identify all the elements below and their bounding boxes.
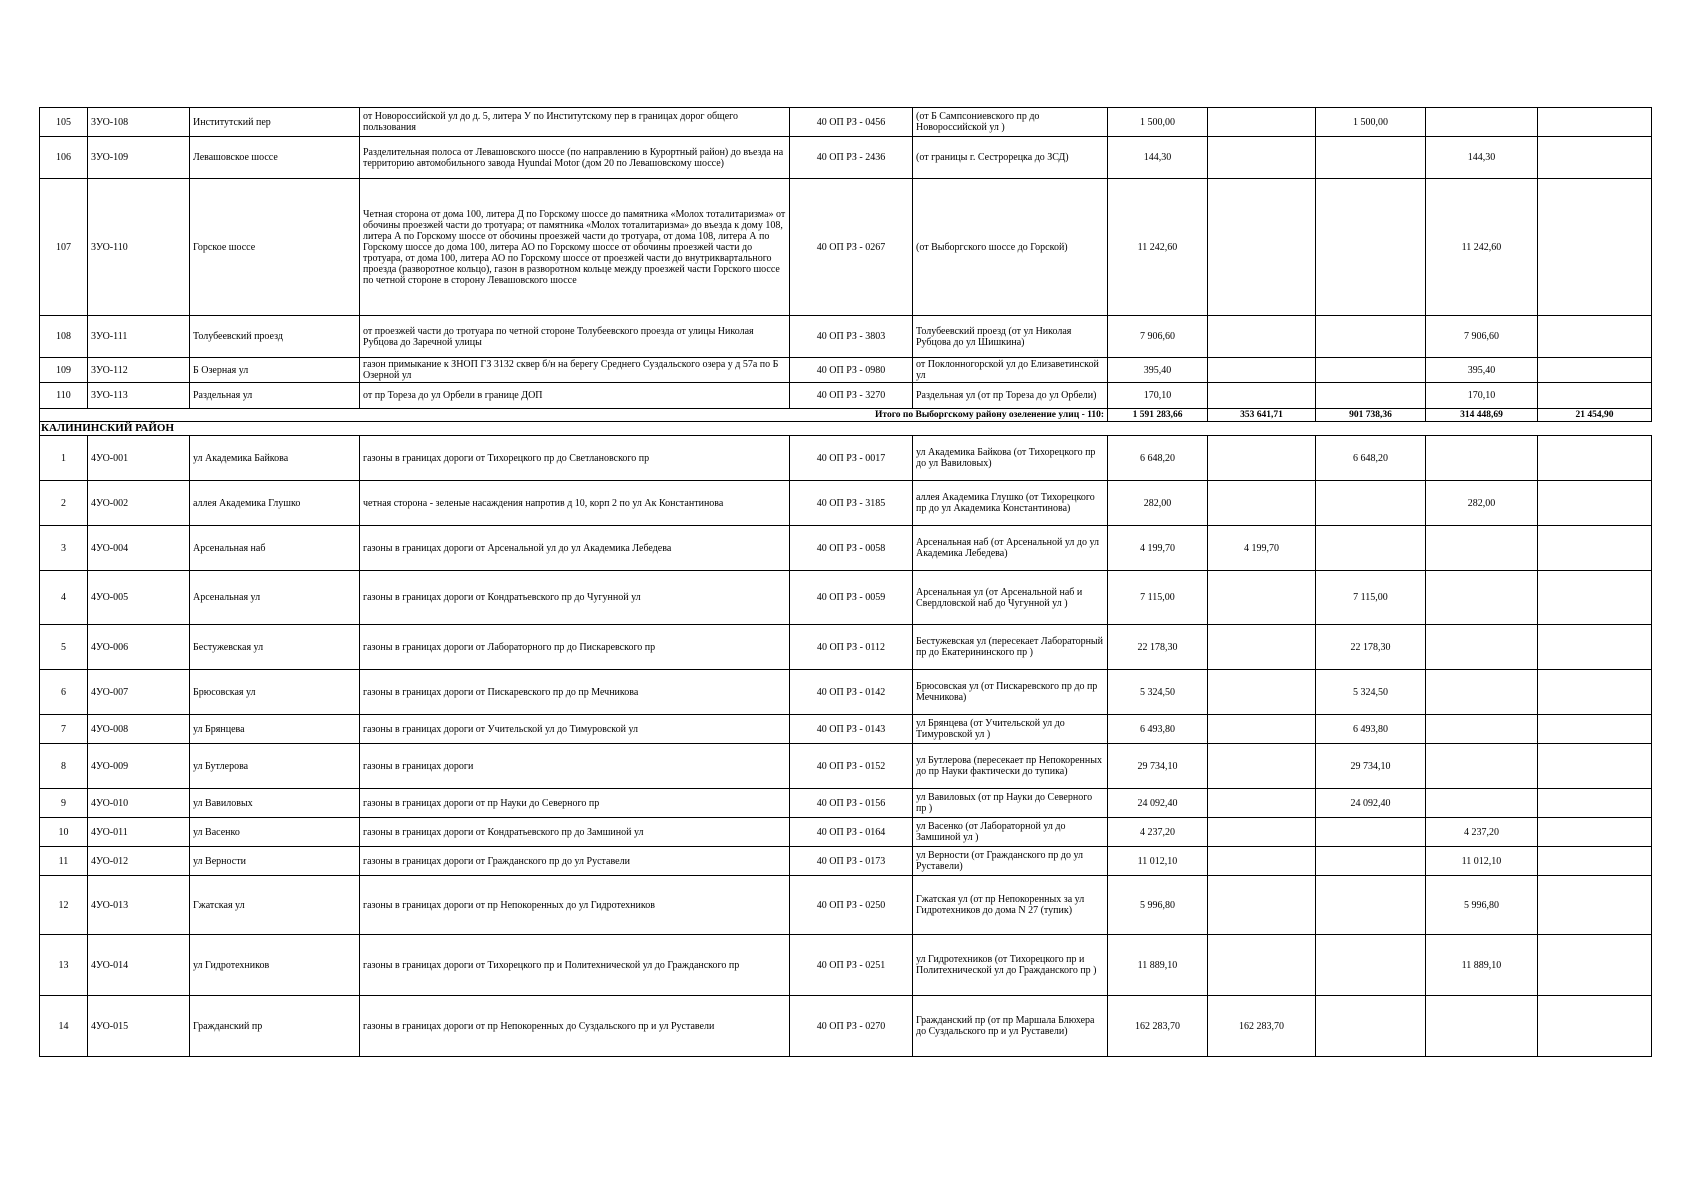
area-col-4 xyxy=(1538,847,1652,876)
row-code: 4УО-001 xyxy=(88,436,190,481)
area-col-2 xyxy=(1316,876,1426,935)
row-code: 4УО-013 xyxy=(88,876,190,935)
row-number: 12 xyxy=(40,876,88,935)
row-number: 4 xyxy=(40,571,88,625)
area-col-2 xyxy=(1316,316,1426,358)
row-number: 1 xyxy=(40,436,88,481)
road-section: ул Академика Байкова (от Тихорецкого пр до ул Вавиловых) xyxy=(913,436,1108,481)
area-col-4 xyxy=(1538,571,1652,625)
area-total: 11 012,10 xyxy=(1108,847,1208,876)
row-number: 13 xyxy=(40,935,88,996)
table-row xyxy=(40,179,1652,316)
area-total: 22 178,30 xyxy=(1108,625,1208,670)
area-col-1 xyxy=(1208,715,1316,744)
row-code: 4УО-009 xyxy=(88,744,190,789)
street-name: Горское шоссе xyxy=(190,179,360,316)
area-total: 170,10 xyxy=(1108,383,1208,409)
row-number: 11 xyxy=(40,847,88,876)
area-col-3: 395,40 xyxy=(1426,358,1538,383)
road-section: Арсенальная ул (от Арсенальной наб и Свердловской наб до Чугунной ул ) xyxy=(913,571,1108,625)
table-row xyxy=(40,847,1652,876)
row-code: 3УО-113 xyxy=(88,383,190,409)
area-col-2 xyxy=(1316,818,1426,847)
summary-c1: 353 641,71 xyxy=(1208,409,1316,422)
area-description: от проезжей части до тротуара по четной стороне Толубеевского проезда от улицы Николая Рубцова до Заречной улицы xyxy=(360,316,790,358)
area-description: от пр Тореза до ул Орбели в границе ДОП xyxy=(360,383,790,409)
district-title: КАЛИНИНСКИЙ РАЙОН xyxy=(40,422,1652,436)
area-col-2 xyxy=(1316,526,1426,571)
area-description: газоны в границах дороги xyxy=(360,744,790,789)
street-name: ул Академика Байкова xyxy=(190,436,360,481)
table-row xyxy=(40,715,1652,744)
area-col-2 xyxy=(1316,481,1426,526)
area-col-4 xyxy=(1538,316,1652,358)
street-name: ул Гидротехников xyxy=(190,935,360,996)
area-col-3 xyxy=(1426,744,1538,789)
street-name: Толубеевский проезд xyxy=(190,316,360,358)
area-col-1 xyxy=(1208,383,1316,409)
area-col-2 xyxy=(1316,847,1426,876)
area-col-2: 7 115,00 xyxy=(1316,571,1426,625)
road-section: (от границы г. Сестрорецка до ЗСД) xyxy=(913,137,1108,179)
table-row xyxy=(40,670,1652,715)
area-col-3: 11 889,10 xyxy=(1426,935,1538,996)
area-col-4 xyxy=(1538,818,1652,847)
area-col-4 xyxy=(1538,670,1652,715)
area-description: газоны в границах дороги от пр Науки до Северного пр xyxy=(360,789,790,818)
road-section: Гражданский пр (от пр Маршала Блюхера до Суздальского пр и ул Руставели) xyxy=(913,996,1108,1057)
row-code: 4УО-006 xyxy=(88,625,190,670)
row-code: 3УО-109 xyxy=(88,137,190,179)
street-name: Раздельная ул xyxy=(190,383,360,409)
row-number: 5 xyxy=(40,625,88,670)
row-code: 3УО-111 xyxy=(88,316,190,358)
row-code: 4УО-005 xyxy=(88,571,190,625)
road-registry-id: 40 ОП РЗ - 0250 xyxy=(790,876,913,935)
area-col-1: 4 199,70 xyxy=(1208,526,1316,571)
area-col-1 xyxy=(1208,818,1316,847)
area-col-1 xyxy=(1208,670,1316,715)
road-registry-id: 40 ОП РЗ - 0152 xyxy=(790,744,913,789)
area-col-1 xyxy=(1208,571,1316,625)
area-col-4 xyxy=(1538,876,1652,935)
area-description: четная сторона - зеленые насаждения напротив д 10, корп 2 по ул Ак Константинова xyxy=(360,481,790,526)
area-total: 11 889,10 xyxy=(1108,935,1208,996)
summary-c4: 21 454,90 xyxy=(1538,409,1652,422)
area-col-4 xyxy=(1538,481,1652,526)
area-col-1 xyxy=(1208,316,1316,358)
area-col-2: 29 734,10 xyxy=(1316,744,1426,789)
area-col-2 xyxy=(1316,358,1426,383)
row-code: 4УО-007 xyxy=(88,670,190,715)
road-registry-id: 40 ОП РЗ - 0156 xyxy=(790,789,913,818)
street-name: Арсенальная наб xyxy=(190,526,360,571)
table-row xyxy=(40,526,1652,571)
area-col-4 xyxy=(1538,625,1652,670)
street-name: ул Вавиловых xyxy=(190,789,360,818)
area-col-3 xyxy=(1426,108,1538,137)
row-code: 3УО-110 xyxy=(88,179,190,316)
area-col-3: 4 237,20 xyxy=(1426,818,1538,847)
row-number: 7 xyxy=(40,715,88,744)
area-col-4 xyxy=(1538,744,1652,789)
district-header-row xyxy=(40,422,1652,436)
area-col-3: 11 242,60 xyxy=(1426,179,1538,316)
area-total: 6 493,80 xyxy=(1108,715,1208,744)
area-col-3 xyxy=(1426,996,1538,1057)
area-total: 7 906,60 xyxy=(1108,316,1208,358)
row-code: 4УО-014 xyxy=(88,935,190,996)
table-row xyxy=(40,108,1652,137)
row-number: 8 xyxy=(40,744,88,789)
area-col-4 xyxy=(1538,715,1652,744)
road-registry-id: 40 ОП РЗ - 0059 xyxy=(790,571,913,625)
area-col-3 xyxy=(1426,625,1538,670)
road-section: Бестужевская ул (пересекает Лабораторный пр до Екатерининского пр ) xyxy=(913,625,1108,670)
area-col-3 xyxy=(1426,789,1538,818)
row-code: 4УО-002 xyxy=(88,481,190,526)
road-registry-id: 40 ОП РЗ - 0058 xyxy=(790,526,913,571)
area-description: Четная сторона от дома 100, литера Д по Горскому шоссе до памятника «Молох тоталитаризма» от обочины проезжей части до тротуара; от памятника «Молох тоталитаризма» до въезда к дому 108, литера А по Горскому шоссе от обочины проезжей части до тротуара, от дома 108, литера А по Горскому шоссе до дома 100, литера АО по Горскому шоссе от обочины проезжей части до тротуара, от дома 100, литера АО по Горскому шоссе от проезжей части до внутриквартального проезда (разворотное кольцо), газон в разворотном кольце между проезжей части Горского шоссе по четной стороне в сторону Левашовского шоссе xyxy=(360,179,790,316)
road-section: (от Б Сампсониевского пр до Новороссийской ул ) xyxy=(913,108,1108,137)
table-row xyxy=(40,137,1652,179)
area-col-3 xyxy=(1426,436,1538,481)
street-name: аллея Академика Глушко xyxy=(190,481,360,526)
road-registry-id: 40 ОП РЗ - 0164 xyxy=(790,818,913,847)
road-registry-id: 40 ОП РЗ - 3270 xyxy=(790,383,913,409)
area-total: 162 283,70 xyxy=(1108,996,1208,1057)
area-description: газоны в границах дороги от Кондратьевского пр до Чугунной ул xyxy=(360,571,790,625)
area-col-1 xyxy=(1208,179,1316,316)
area-col-4 xyxy=(1538,996,1652,1057)
row-number: 9 xyxy=(40,789,88,818)
area-col-2: 22 178,30 xyxy=(1316,625,1426,670)
row-number: 110 xyxy=(40,383,88,409)
area-col-2 xyxy=(1316,137,1426,179)
road-registry-id: 40 ОП РЗ - 0270 xyxy=(790,996,913,1057)
area-col-1 xyxy=(1208,137,1316,179)
table-row xyxy=(40,358,1652,383)
table-row xyxy=(40,316,1652,358)
table-row xyxy=(40,481,1652,526)
area-description: газоны в границах дороги от Пискаревского пр до пр Мечникова xyxy=(360,670,790,715)
row-code: 3УО-108 xyxy=(88,108,190,137)
street-name: Брюсовская ул xyxy=(190,670,360,715)
row-number: 107 xyxy=(40,179,88,316)
area-col-2 xyxy=(1316,383,1426,409)
area-col-3: 5 996,80 xyxy=(1426,876,1538,935)
row-code: 4УО-004 xyxy=(88,526,190,571)
area-description: газоны в границах дороги от пр Непокоренных до Суздальского пр и ул Руставели xyxy=(360,996,790,1057)
area-col-1 xyxy=(1208,358,1316,383)
area-description: Разделительная полоса от Левашовского шоссе (по направлению в Курортный район) до въезда на территорию автомобильного завода Hyundai Motor (дом 20 по Левашовскому шоссе) xyxy=(360,137,790,179)
area-col-4 xyxy=(1538,383,1652,409)
area-col-2: 24 092,40 xyxy=(1316,789,1426,818)
table-row xyxy=(40,625,1652,670)
area-total: 11 242,60 xyxy=(1108,179,1208,316)
area-col-1: 162 283,70 xyxy=(1208,996,1316,1057)
area-description: от Новороссийской ул до д. 5, литера У по Институтскому пер в границах дорог общего пользования xyxy=(360,108,790,137)
data-table xyxy=(39,107,1652,1057)
road-section: ул Васенко (от Лабораторной ул до Замшиной ул ) xyxy=(913,818,1108,847)
street-name: Бестужевская ул xyxy=(190,625,360,670)
area-total: 395,40 xyxy=(1108,358,1208,383)
row-number: 106 xyxy=(40,137,88,179)
table-row xyxy=(40,818,1652,847)
area-description: газоны в границах дороги от Кондратьевского пр до Замшиной ул xyxy=(360,818,790,847)
row-number: 14 xyxy=(40,996,88,1057)
road-section: ул Верности (от Гражданского пр до ул Руставели) xyxy=(913,847,1108,876)
table-row xyxy=(40,935,1652,996)
area-description: газоны в границах дороги от Учительской ул до Тимуровской ул xyxy=(360,715,790,744)
row-code: 4УО-010 xyxy=(88,789,190,818)
row-number: 109 xyxy=(40,358,88,383)
street-name: ул Брянцева xyxy=(190,715,360,744)
area-col-1 xyxy=(1208,876,1316,935)
area-col-1 xyxy=(1208,935,1316,996)
road-registry-id: 40 ОП РЗ - 3185 xyxy=(790,481,913,526)
area-col-1 xyxy=(1208,436,1316,481)
area-col-4 xyxy=(1538,935,1652,996)
area-col-1 xyxy=(1208,789,1316,818)
row-number: 108 xyxy=(40,316,88,358)
area-col-4 xyxy=(1538,358,1652,383)
table-row xyxy=(40,744,1652,789)
area-col-2: 1 500,00 xyxy=(1316,108,1426,137)
area-description: газоны в границах дороги от Лабораторного пр до Пискаревского пр xyxy=(360,625,790,670)
road-section: аллея Академика Глушко (от Тихорецкого пр до ул Академика Константинова) xyxy=(913,481,1108,526)
row-code: 4УО-008 xyxy=(88,715,190,744)
road-section: Раздельная ул (от пр Тореза до ул Орбели) xyxy=(913,383,1108,409)
road-section: ул Гидротехников (от Тихорецкого пр и Политехнической ул до Гражданского пр ) xyxy=(913,935,1108,996)
road-registry-id: 40 ОП РЗ - 0142 xyxy=(790,670,913,715)
road-section: Арсенальная наб (от Арсенальной ул до ул Академика Лебедева) xyxy=(913,526,1108,571)
road-registry-id: 40 ОП РЗ - 0980 xyxy=(790,358,913,383)
area-total: 5 996,80 xyxy=(1108,876,1208,935)
summary-label: Итого по Выборгскому району озеленение улиц - 110: xyxy=(40,409,1108,422)
table-row xyxy=(40,876,1652,935)
road-section: (от Выборгского шоссе до Горской) xyxy=(913,179,1108,316)
street-name: Арсенальная ул xyxy=(190,571,360,625)
street-name: Б Озерная ул xyxy=(190,358,360,383)
area-col-3: 282,00 xyxy=(1426,481,1538,526)
street-name: Гражданский пр xyxy=(190,996,360,1057)
road-section: от Поклонногорской ул до Елизаветинской ул xyxy=(913,358,1108,383)
area-col-3 xyxy=(1426,571,1538,625)
row-number: 105 xyxy=(40,108,88,137)
row-code: 4УО-015 xyxy=(88,996,190,1057)
area-total: 5 324,50 xyxy=(1108,670,1208,715)
area-col-1 xyxy=(1208,481,1316,526)
road-registry-id: 40 ОП РЗ - 0251 xyxy=(790,935,913,996)
area-col-4 xyxy=(1538,526,1652,571)
road-registry-id: 40 ОП РЗ - 0112 xyxy=(790,625,913,670)
area-total: 1 500,00 xyxy=(1108,108,1208,137)
area-col-3: 170,10 xyxy=(1426,383,1538,409)
area-col-3: 144,30 xyxy=(1426,137,1538,179)
area-description: газон примыкание к ЗНОП ГЗ 3132 сквер б/н на берегу Среднего Суздальского озера у д 57а по Б Озерной ул xyxy=(360,358,790,383)
area-total: 6 648,20 xyxy=(1108,436,1208,481)
road-section: Гжатская ул (от пр Непокоренных за ул Гидротехников до дома N 27 (тупик) xyxy=(913,876,1108,935)
area-col-3: 7 906,60 xyxy=(1426,316,1538,358)
area-description: газоны в границах дороги от Тихорецкого пр и Политехнической ул до Гражданского пр xyxy=(360,935,790,996)
area-col-2: 6 648,20 xyxy=(1316,436,1426,481)
summary-total: 1 591 283,66 xyxy=(1108,409,1208,422)
area-col-4 xyxy=(1538,179,1652,316)
summary-c3: 314 448,69 xyxy=(1426,409,1538,422)
table-row xyxy=(40,436,1652,481)
area-col-2 xyxy=(1316,179,1426,316)
road-section: ул Вавиловых (от пр Науки до Северного пр ) xyxy=(913,789,1108,818)
area-col-4 xyxy=(1538,137,1652,179)
street-name: ул Васенко xyxy=(190,818,360,847)
area-total: 144,30 xyxy=(1108,137,1208,179)
table-row xyxy=(40,383,1652,409)
road-registry-id: 40 ОП РЗ - 0173 xyxy=(790,847,913,876)
area-col-1 xyxy=(1208,744,1316,789)
summary-row xyxy=(40,409,1652,422)
street-name: Институтский пер xyxy=(190,108,360,137)
table-row xyxy=(40,571,1652,625)
road-section: ул Брянцева (от Учительской ул до Тимуровской ул ) xyxy=(913,715,1108,744)
road-registry-id: 40 ОП РЗ - 0456 xyxy=(790,108,913,137)
street-name: Гжатская ул xyxy=(190,876,360,935)
area-total: 4 199,70 xyxy=(1108,526,1208,571)
area-description: газоны в границах дороги от Тихорецкого пр до Светлановского пр xyxy=(360,436,790,481)
area-col-2: 5 324,50 xyxy=(1316,670,1426,715)
street-name: Левашовское шоссе xyxy=(190,137,360,179)
road-section: ул Бутлерова (пересекает пр Непокоренных до пр Науки фактически до тупика) xyxy=(913,744,1108,789)
street-name: ул Верности xyxy=(190,847,360,876)
area-col-1 xyxy=(1208,625,1316,670)
summary-c2: 901 738,36 xyxy=(1316,409,1426,422)
area-description: газоны в границах дороги от пр Непокоренных до ул Гидротехников xyxy=(360,876,790,935)
area-col-1 xyxy=(1208,847,1316,876)
area-col-3 xyxy=(1426,670,1538,715)
row-number: 6 xyxy=(40,670,88,715)
area-description: газоны в границах дороги от Арсенальной ул до ул Академика Лебедева xyxy=(360,526,790,571)
road-registry-id: 40 ОП РЗ - 0267 xyxy=(790,179,913,316)
row-code: 4УО-012 xyxy=(88,847,190,876)
area-col-2 xyxy=(1316,996,1426,1057)
row-code: 4УО-011 xyxy=(88,818,190,847)
road-registry-id: 40 ОП РЗ - 2436 xyxy=(790,137,913,179)
area-col-2 xyxy=(1316,935,1426,996)
row-number: 2 xyxy=(40,481,88,526)
road-registry-id: 40 ОП РЗ - 0143 xyxy=(790,715,913,744)
street-name: ул Бутлерова xyxy=(190,744,360,789)
row-code: 3УО-112 xyxy=(88,358,190,383)
area-description: газоны в границах дороги от Гражданского пр до ул Руставели xyxy=(360,847,790,876)
area-col-4 xyxy=(1538,789,1652,818)
area-col-3 xyxy=(1426,715,1538,744)
row-number: 10 xyxy=(40,818,88,847)
area-col-1 xyxy=(1208,108,1316,137)
road-section: Брюсовская ул (от Пискаревского пр до пр Мечникова) xyxy=(913,670,1108,715)
area-col-2: 6 493,80 xyxy=(1316,715,1426,744)
area-col-3 xyxy=(1426,526,1538,571)
road-registry-id: 40 ОП РЗ - 3803 xyxy=(790,316,913,358)
area-total: 24 092,40 xyxy=(1108,789,1208,818)
area-col-4 xyxy=(1538,436,1652,481)
area-col-4 xyxy=(1538,108,1652,137)
road-section: Толубеевский проезд (от ул Николая Рубцова до ул Шишкина) xyxy=(913,316,1108,358)
row-number: 3 xyxy=(40,526,88,571)
area-total: 4 237,20 xyxy=(1108,818,1208,847)
area-total: 7 115,00 xyxy=(1108,571,1208,625)
table-row xyxy=(40,789,1652,818)
area-total: 29 734,10 xyxy=(1108,744,1208,789)
table-row xyxy=(40,996,1652,1057)
area-col-3: 11 012,10 xyxy=(1426,847,1538,876)
area-total: 282,00 xyxy=(1108,481,1208,526)
road-registry-id: 40 ОП РЗ - 0017 xyxy=(790,436,913,481)
